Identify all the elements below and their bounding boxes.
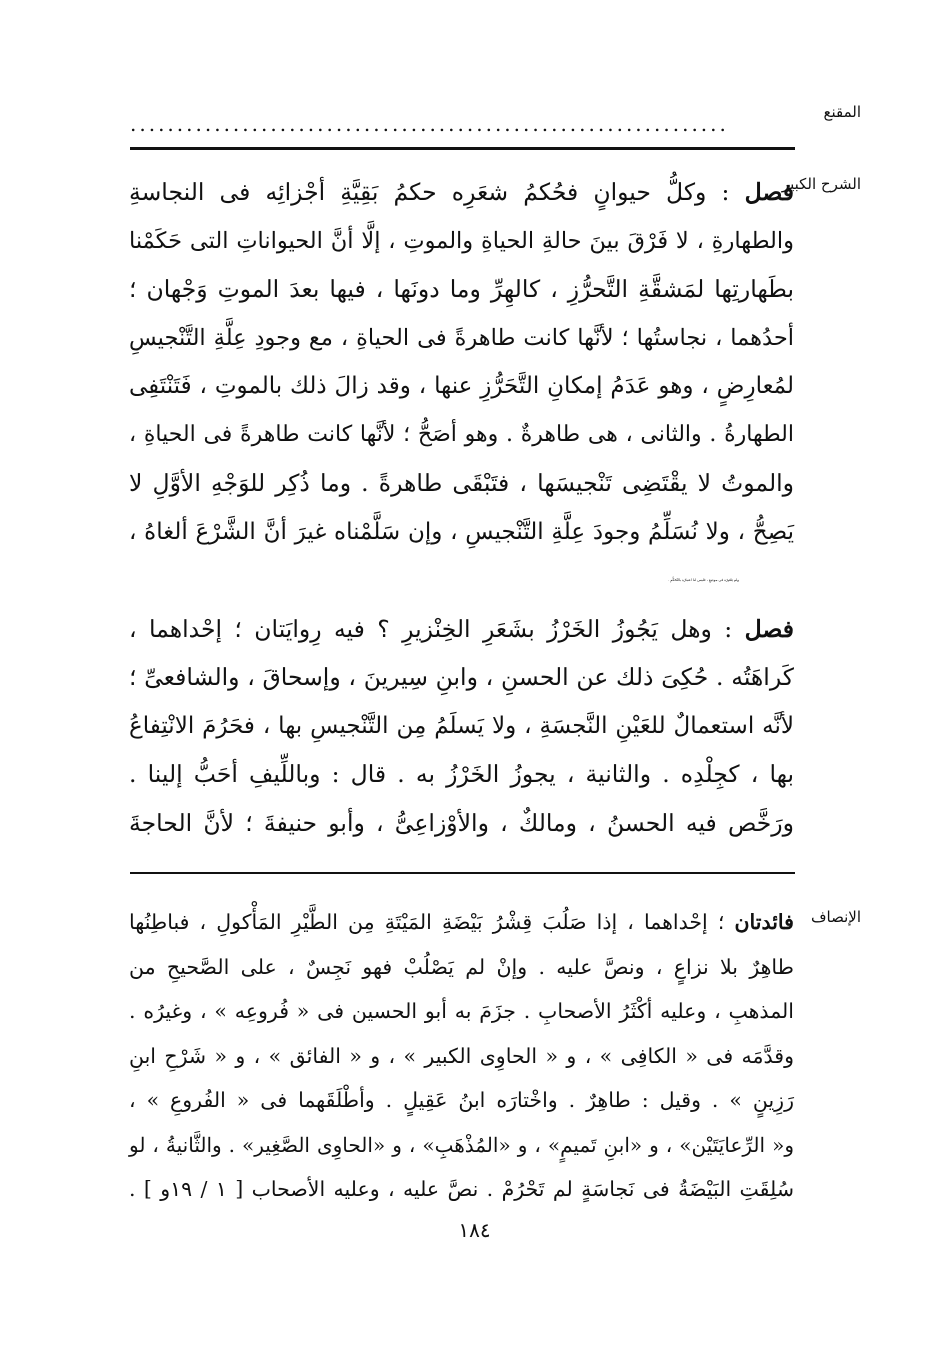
insaf-commentary-text: [129, 900, 794, 1212]
text-line: وقدَّمَه فى « الكافِى » ، و « الحاوِى الكبير » ، و « الفائق » ، و « شَرْحِ ابنِ: [129, 1043, 794, 1068]
page-number: ١٨٤: [458, 1218, 491, 1242]
text-line: ورَخَّص فيه الحسنُ ، ومالكٌ ، والأوْزاعِىُّ ، وأبو حنيفةَ ؛ لأنَّ الحاجةَ: [129, 808, 794, 837]
text-line: طاهِرٌ بلا نزاعٍ ، ونصَّ عليه . وإنْ لم يَصْلُبْ فهو نَجِسٌ ، على الصَّحيحِ من: [129, 954, 794, 979]
footnote-rule: [130, 872, 795, 874]
section-lead: فصل: [744, 178, 794, 206]
text-line: المذهبِ ، وعليه أكْثَرُ الأصحابِ . جزَمَ به أبو الحسين فى « فُروعِه » ، وغيرُه .: [129, 999, 794, 1023]
text-line: و« الرِّعايَتَيْن» ، و «ابنِ تَميمٍ» ، و «المُذْهَبِ» ، و «الحاوِى الصَّغِير» . والثَّانيةُ ، لو: [129, 1132, 794, 1157]
text-line: يَصِحُّ ، ولا نُسَلِّمُ وجودَ عِلَّةِ التَّنْجيسِ ، وإن سَلَّمْناه غيرَ أنَّ الشَّرْعَ ألغاهُ ،: [129, 518, 794, 545]
text-line: رَزِينٍ » . وقيل : طاهِرٌ . واخْتارَه ابنُ عَقِيلٍ . وأطْلَقَهما فى « الفُروعِ » ،: [129, 1088, 794, 1112]
text-line: بها ، كجِلْدِه . والثانية ، يجوزُ الخَرْزُ به . قال : وباللِّيفِ أحَبُّ إلينا .: [129, 760, 794, 788]
footnote-paragraph: [129, 900, 794, 1212]
text-line: سُلِقَتِ البَيْضَةُ فى نَجاسَةٍ لم تَحْرُمْ . نصَّ عليه ، وعليه الأصحاب [ ١ / ١٩و ] .: [129, 1177, 794, 1201]
text-line: أحدُهما ، نجاستُها ؛ لأنَّها كانت طاهرةً فى الحياةِ ، مع وجودِ عِلَّةِ التَّنْجيسِ: [129, 324, 794, 351]
text-line: فصل : وكلُّ حيوانٍ فحُكمُ شعَرِه حكمُ بَقِيَّةِ أجْزائِه فى النجاسةِ: [129, 178, 794, 206]
text-line: فائدتان ؛ إحْداهما ، إذا صَلُبَ قِشْرُ بَيْضَةِ المَيْتَةِ مِن الطَّيْرِ المَأْكولِ ، فباطِنُها: [129, 910, 794, 934]
text-line: كَراهَتُه . حُكِىَ ذلك عن الحسنِ ، وابنِ سِيرينَ ، وإسحاقَ ، والشافعىِّ ؛: [129, 663, 794, 691]
text-line: لأنَّه استعمالٌ للعَيْنِ النَّجسَةِ ، ولا يَسلَمُ مِن التَّنْجيسِ بها ، فحَرُمَ الانْتِفاعُ: [129, 712, 794, 739]
text-line: بطَهارتِها لمَشقَّةِ التَّحرُّزِ ، كالهِرِّ وما دونَها ، فيها بعدَ الموتِ وَجْهان ؛: [129, 275, 794, 303]
main-commentary-text: [129, 168, 794, 847]
header-rule: [130, 147, 795, 150]
footnote-side-label: الإنصاف: [810, 908, 861, 926]
text-line: فصل : وهل يَجُوزُ الخَرْزُ بشَعَرِ الخِنْزيرِ ؟ فيه رِوايَتان ؛ إحْداهما ،: [129, 614, 794, 643]
text-line: والطهارةِ ، لا فَرْقَ بينَ حالةِ الحياةِ والموتِ ، إلَّا أنَّ الحيواناتِ التى حَكَمْنا: [129, 227, 794, 254]
running-title: المقنع: [823, 103, 861, 121]
header-dotted-leader: ................................................................: [130, 112, 729, 136]
main-side-label: الشرح الكبير: [781, 175, 861, 193]
paragraph-2: [129, 605, 794, 848]
section-lead: فصل: [744, 614, 794, 643]
text-line: ولم يَعْتَبِرْه فى موضِعٍ ، فليس لنا اعتبارُه بالتَّحَكُّمِ .: [668, 578, 739, 582]
text-line: الطهارةُ . والثانى ، هى طاهرةٌ . وهو أصَحُّ ؛ لأنَّها كانت طاهرةً فى الحياةِ ،: [129, 421, 794, 447]
paragraph-1: [129, 168, 794, 605]
text-line: لمُعارِضٍ ، وهو عَدَمُ إمكانِ التَّحَرُّزِ عنها ، وقد زالَ ذلك بالموتِ ، فَتَنْتَفِى: [129, 373, 794, 399]
footnote-lead: فائدتان: [734, 910, 794, 934]
text-line: والموتُ لا يقْتَضِى تَنْجيسَها ، فتَبْقَى طاهرةً . وما ذُكِر للوَجْهِ الأوَّلِ لا: [129, 469, 794, 497]
